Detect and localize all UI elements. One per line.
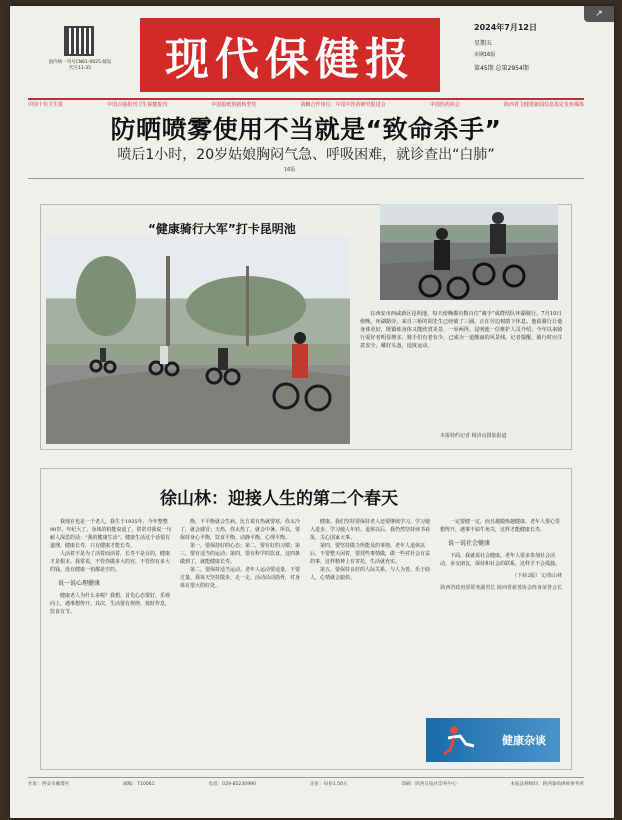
footer-item: 邮编：710061 (123, 782, 155, 787)
footer-item: 社址：西安市雁塔区 (28, 782, 70, 787)
cyclists-inset-illustration (380, 204, 558, 300)
ribbon-item: 中国医药协会 (429, 102, 460, 108)
article-paragraph: 下面，我就说社会健康。老年人要多参加社会活动，多交朋友，保持和社会的联系，这样才不会孤独。 (440, 553, 561, 567)
expand-icon[interactable]: ↗ (584, 6, 614, 22)
masthead-rule (28, 98, 584, 100)
qr-caption: 国内统一刊号CN61-0025 邮发代号11-35 (48, 60, 112, 71)
lead-subheadline: 喷后1小时，20岁姑娘胸闷气急、呼吸困难，就诊查出“白肺” (117, 147, 495, 163)
cycling-photo-main[interactable] (46, 236, 350, 444)
qr-code (64, 26, 94, 56)
article-paragraph: 我现在也是一个老人，我生于1935年，今年整整90岁。年纪大了，身体的机能衰退了，常常对我说一句耐人深思的话：“我的健康生活”。健康生活这个话很有道理，健康长寿，只有健康才能长寿。 (50, 519, 172, 549)
masthead (140, 18, 440, 92)
ribbon-item: 中国报纸创新转型奖 (211, 102, 257, 108)
runner-icon (440, 724, 480, 756)
article-subheading: 说一说心理健康 (58, 580, 101, 587)
article-column-1 (50, 518, 172, 754)
column-logo-label: 健康杂谈 (502, 734, 546, 747)
issue-weekday: 星期五 (474, 40, 493, 47)
page-footer (28, 777, 584, 787)
article-paragraph: 第四，要坚持做力所能及的事情。老年人退休以后，不要整天闲着，要找些事情做，做一些对社会有益的事，这样精神上有寄托，生活就充实。 (310, 543, 431, 565)
issue-number: 第45期 总第2954期 (474, 65, 529, 72)
article-paragraph: 人活着不是为了活着而活着，长寿不是目的，健康才是根本。我常说，不管你做多大的官，不管你有多大的钱，没有健康一切都是空的。 (50, 551, 171, 573)
cyclists-illustration (46, 236, 350, 444)
lead-page-reference: 16版 (284, 167, 296, 173)
footer-item: 定价：每份1.50元 (309, 782, 348, 787)
cycling-photo-inset[interactable] (380, 204, 558, 300)
article-paragraph: 第一，要保持好的心态；第二，要有好的习惯；第三，要有适当的运动；第四，要有科学的饮食。这四条做到了，就能健康长寿。 (180, 543, 301, 565)
masthead-title: 现代保健报 (165, 34, 415, 85)
issue-pages: 本期16版 (474, 52, 496, 58)
date-block (474, 22, 574, 72)
lead-headline[interactable]: 防晒喷雾使用不当就是“致命杀手” (110, 115, 502, 144)
article-signature: （下转2版）文/徐山林 (512, 573, 562, 579)
honors-ribbon (28, 101, 584, 108)
ribbon-item: 中国百强报刊卫生保健报刊 (107, 102, 168, 108)
article-paragraph: 一定要健一定，而且越锻炼越健康。老年人要心里想得开，遇事不钻牛角尖，这样才能健康长寿。 (440, 519, 561, 533)
ribbon-item: 战略合作单位：中国中医药研究促进会 (300, 102, 386, 108)
article-column-3 (310, 518, 432, 754)
author-title: 陕西省政府原常务副省长 陕西省慈善协会终身荣誉会长 (440, 585, 562, 591)
photo-story-title[interactable]: “健康骑行大军”打卡昆明池 (148, 222, 296, 236)
article-title[interactable]: 徐山林：迎接人生的第二个春天 (160, 489, 398, 509)
article-paragraph: 健康。我们坚持要保持老人还要继续学习。学习使人进步，学习使人年轻。退休以后，我仍然坚持读书看报，关心国家大事。 (310, 519, 431, 541)
article-paragraph: 第二，要保持适当运动。老年人运动要适量，不要过量。我每天坚持散步，走一走，活动活动筋骨，对身体有很大的好处。 (180, 567, 301, 589)
photo-caption: 在西安市西咸新区昆明池，每天傍晚都有数百位“骑手”成群结队环湖骑行。7月10日傍晚，环湖路旁，来自三桥的胡先生已经骑了三圈，正在旁边树荫下休息。他说骑行让他身体更好，既锻炼身体又能欣赏美景，一举两得。昆明池一位维护人员介绍，今年以来骑行爱好者明显增多，骑手们有老有少，已成为一道靓丽的风景线。记者提醒，骑行时应注意安全，戴好头盔，适度运动。 (360, 311, 563, 349)
article-paragraph: 衡，不平衡就会生病。比方说有热就要寒，你太冷了，就会感冒；天热，你太热了，就会中暑。所以，要保持身心平衡，饮食平衡、动静平衡、心理平衡。 (180, 519, 301, 541)
article-subheading: 说一说社会健康 (448, 540, 491, 547)
footer-item: 印刷：陕西日报社印务中心 (401, 782, 457, 787)
photo-credit: 本报特约记者 杨济良摄影报道 (440, 433, 507, 439)
issue-date: 2024年7月12日 (474, 23, 537, 32)
footer-item: 电话：029-85230990 (208, 782, 256, 787)
ribbon-item: 中国十佳卫生报 (28, 102, 64, 108)
article-paragraph: 第五，要保持良好的人际关系。与人为善，乐于助人，心情就会愉快。 (310, 567, 431, 581)
column-logo (426, 718, 560, 762)
section-divider (28, 178, 584, 179)
ribbon-item: 陕西省卫健委新闻信息指定发布媒体 (503, 102, 584, 108)
article-column-2 (180, 518, 302, 754)
article-paragraph: 健康老人为什么多呢？我想，首先心态要好，乐观向上，遇事想得开。其次，生活要有规律，按时作息，饮食有节。 (50, 593, 171, 615)
footer-item: 本报法律顾问：陕西秦尚律师事务所 (510, 782, 584, 787)
